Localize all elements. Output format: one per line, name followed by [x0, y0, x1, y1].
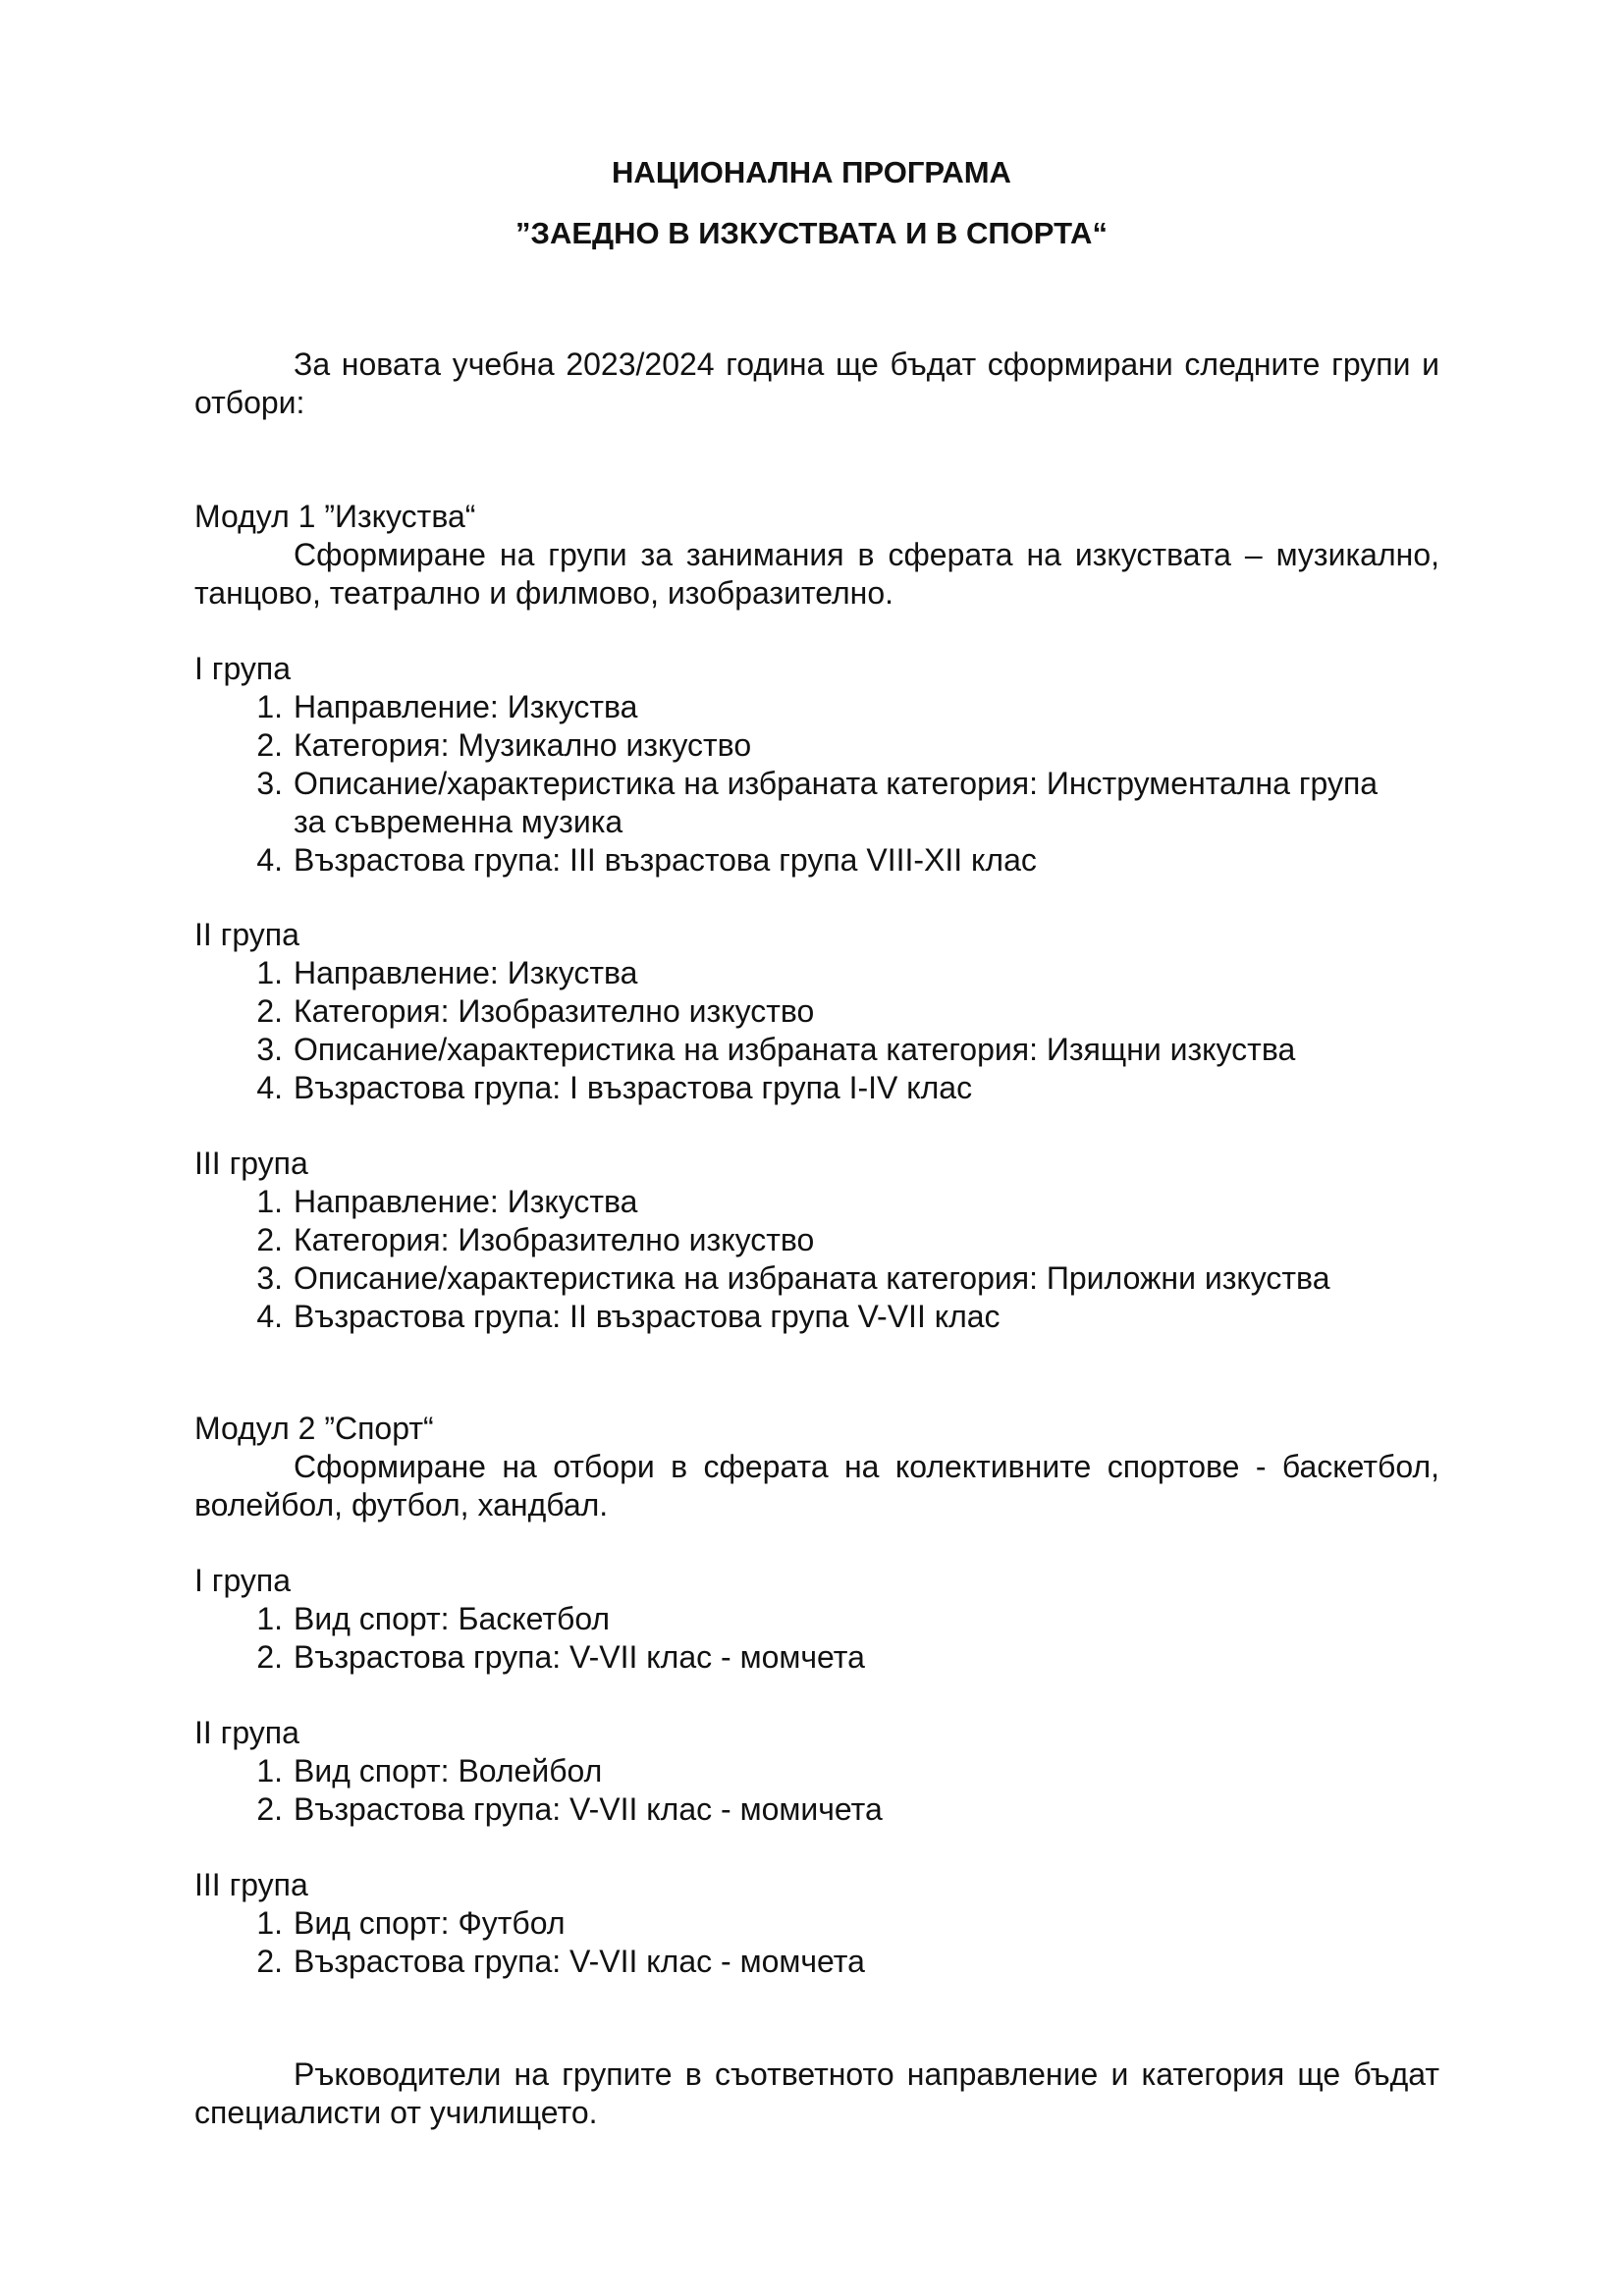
list-item: [194, 954, 1439, 992]
list-number: 1.: [256, 1601, 283, 1636]
module-1-heading: Модул 1 ”Изкуства“: [194, 499, 476, 534]
list-item-text: Възрастова група: II възрастова група V-VII клас: [294, 1299, 1001, 1334]
module-2-heading: Модул 2 ”Спорт“: [194, 1411, 434, 1446]
list-number: 2.: [256, 1639, 283, 1675]
list-item: [194, 1904, 1439, 1943]
list-item: [194, 1259, 1439, 1298]
list-item-text: Възрастова група: V-VII клас - момчета: [294, 1639, 865, 1675]
list-item: [194, 1638, 1439, 1677]
module-2-group-3: [194, 1866, 1439, 1981]
list-item-text: Възрастова група: V-VII клас - момичета: [294, 1791, 883, 1827]
group-item-list: [194, 1752, 1439, 1829]
list-item-text: Възрастова група: V-VII клас - момчета: [294, 1944, 865, 1979]
document-title-line-1: НАЦИОНАЛНА ПРОГРАМА: [612, 155, 1011, 189]
module-2-description: Сформиране на отбори в сферата на колективните спортове - баскетбол, волейбол, футбол, хандбал.: [194, 1449, 1439, 1522]
list-item: [194, 726, 1439, 765]
module-1-description: Сформиране на групи за занимания в сферата на изкуствата – музикално, танцово, театрално и филмово, изобразително.: [194, 537, 1439, 611]
list-number: 3.: [256, 1032, 283, 1067]
list-number: 2.: [256, 727, 283, 763]
list-number: 4.: [256, 842, 283, 878]
module-2-section: [194, 1410, 1439, 1524]
list-item-text: Категория: Музикално изкуство: [294, 727, 752, 763]
group-heading: III група: [194, 1146, 308, 1181]
group-heading: I група: [194, 1563, 292, 1598]
list-number: 3.: [256, 766, 283, 801]
list-number: 2.: [256, 993, 283, 1029]
intro-section: [194, 346, 1439, 422]
list-item-text: Описание/характеристика на избраната категория: Инструментална група за съвременна музика: [294, 766, 1379, 839]
group-heading: I група: [194, 651, 292, 686]
list-number: 1.: [256, 689, 283, 724]
list-item-text: Вид спорт: Баскетбол: [294, 1601, 611, 1636]
list-number: 1.: [256, 1184, 283, 1219]
module-2-group-2: [194, 1714, 1439, 1829]
module-1-group-2: [194, 916, 1439, 1107]
list-item-text: Категория: Изобразително изкуство: [294, 1222, 815, 1257]
list-number: 2.: [256, 1791, 283, 1827]
list-number: 4.: [256, 1299, 283, 1334]
list-number: 2.: [256, 1222, 283, 1257]
list-item: [194, 992, 1439, 1031]
list-number: 4.: [256, 1070, 283, 1105]
list-number: 2.: [256, 1944, 283, 1979]
module-1-group-1: [194, 650, 1439, 880]
list-item: [194, 1943, 1439, 1981]
group-heading: III група: [194, 1867, 308, 1902]
module-1-section: [194, 498, 1439, 613]
group-item-list: [194, 1600, 1439, 1677]
list-item-text: Категория: Изобразително изкуство: [294, 993, 815, 1029]
module-2-group-1: [194, 1562, 1439, 1677]
closing-paragraph: Ръководители на групите в съответното направление и категория ще бъдат специалисти от училището.: [194, 2056, 1439, 2130]
list-item: [194, 1790, 1439, 1829]
list-item-text: Възрастова група: III възрастова група VIII-XII клас: [294, 842, 1037, 878]
group-item-list: [194, 1904, 1439, 1981]
list-item-text: Описание/характеристика на избраната категория: Изящни изкуства: [294, 1032, 1296, 1067]
list-item: [194, 765, 1439, 841]
list-item-text: Вид спорт: Футбол: [294, 1905, 566, 1941]
module-1-group-3: [194, 1145, 1439, 1336]
intro-paragraph: За новата учебна 2023/2024 година ще бъдат сформирани следните групи и отбори:: [194, 347, 1439, 420]
list-number: 3.: [256, 1260, 283, 1296]
group-item-list: [194, 688, 1439, 880]
closing-section: [194, 2056, 1439, 2132]
list-number: 1.: [256, 955, 283, 990]
list-item: [194, 841, 1439, 880]
list-item-text: Направление: Изкуства: [294, 1184, 638, 1219]
list-item-text: Възрастова група: I възрастова група I-IV клас: [294, 1070, 973, 1105]
list-item: [194, 1031, 1439, 1069]
list-item: [194, 1298, 1439, 1336]
list-item: [194, 1221, 1439, 1259]
list-number: 1.: [256, 1905, 283, 1941]
list-item-text: Описание/характеристика на избраната категория: Приложни изкуства: [294, 1260, 1330, 1296]
list-item: [194, 1183, 1439, 1221]
list-item: [194, 1069, 1439, 1107]
group-heading: II група: [194, 917, 299, 952]
document-title-line-2: ”ЗАЕДНО В ИЗКУСТВАТА И В СПОРТА“: [515, 216, 1108, 250]
group-item-list: [194, 1183, 1439, 1336]
list-item-text: Направление: Изкуства: [294, 955, 638, 990]
list-item-text: Вид спорт: Волейбол: [294, 1753, 603, 1789]
list-item: [194, 688, 1439, 726]
list-number: 1.: [256, 1753, 283, 1789]
group-heading: II група: [194, 1715, 299, 1750]
list-item-text: Направление: Изкуства: [294, 689, 638, 724]
list-item: [194, 1752, 1439, 1790]
list-item: [194, 1600, 1439, 1638]
group-item-list: [194, 954, 1439, 1107]
